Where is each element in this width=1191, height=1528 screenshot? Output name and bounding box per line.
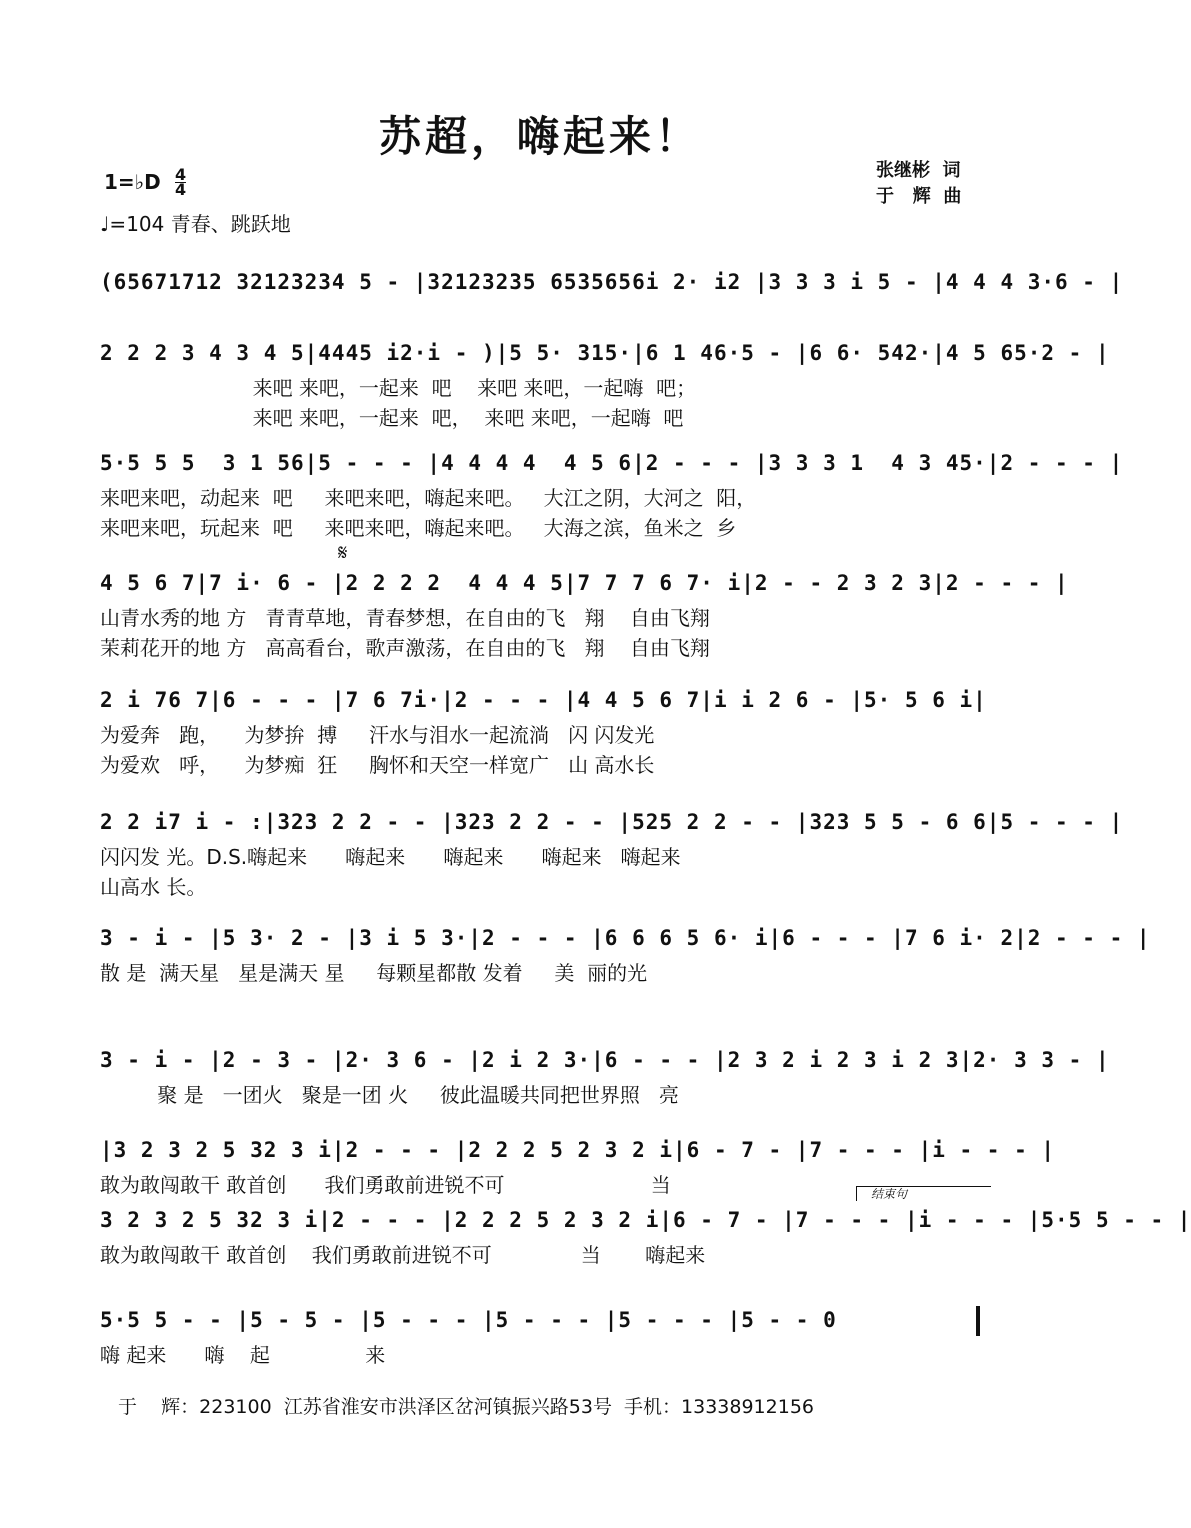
score-row — [100, 443, 1124, 543]
notation-line: |3 2 3 2 5 32 3 i|2 - - - |2 2 2 5 2 3 2 i|6 - 7 - |7 - - - |i - - - | — [100, 1138, 1056, 1162]
notation-line: 5·5 5 5 3 1 56|5 - - - |4 4 4 4 4 5 6|2 - - - |3 3 3 1 4 3 45·|2 - - - | — [100, 451, 1124, 475]
notation-line: 2 i 76 7|6 - - - |7 6 7i·|2 - - - |4 4 5 6 7|i i 2 6 - |5· 5 6 i| — [100, 688, 987, 712]
notation-line: 3 2 3 2 5 32 3 i|2 - - - |2 2 2 5 2 3 2 i|6 - 7 - |7 - - - |i - - - |5·5 5 - - | — [100, 1208, 1191, 1232]
lyric-line: 来吧 来吧，一起来 吧， 来吧 来吧，一起嗨 吧 — [100, 406, 684, 430]
song-title: 苏超，嗨起来！ — [378, 112, 701, 161]
score-row — [100, 1130, 1056, 1200]
time-signature-top: 4 — [175, 165, 187, 184]
credits — [876, 158, 961, 210]
score-row — [100, 680, 987, 780]
time-signature — [175, 165, 187, 199]
score-row — [100, 333, 1110, 433]
score-row — [100, 1300, 980, 1370]
lyric-line: 来吧 来吧，一起来 吧 来吧 来吧，一起嗨 吧； — [100, 376, 697, 400]
notation-line: 5·5 5 - - |5 - 5 - |5 - - - |5 - - - |5 - - - |5 - - 0 — [100, 1308, 837, 1332]
score-row — [100, 1187, 1191, 1270]
score-row — [100, 262, 1124, 302]
lyric-line: 散 是 满天星 星是满天 星 每颗星都散 发着 美 丽的光 — [100, 961, 648, 985]
lyric-line: 来吧来吧，动起来 吧 来吧来吧，嗨起来吧。 大江之阴，大河之 阳， — [100, 486, 757, 510]
time-signature-bottom: 4 — [175, 180, 187, 199]
lyric-line: 茉莉花开的地 方 高高看台，歌声激荡，在自由的飞 翔 自由飞翔 — [100, 636, 710, 660]
lyric-line: 山青水秀的地 方 青青草地，青春梦想，在自由的飞 翔 自由飞翔 — [100, 606, 710, 630]
lyric-line: 敢为敢闯敢干 敢首创 我们勇敢前进锐不可 当 — [100, 1173, 671, 1197]
score-row — [100, 1040, 1110, 1110]
key-signature: 1=♭D — [104, 170, 161, 194]
composer-contact: 于 辉：223100 江苏省淮安市洪泽区岔河镇振兴路53号 手机：13338912156 — [118, 1396, 814, 1418]
lyric-line: 来吧来吧，玩起来 吧 来吧来吧，嗨起来吧。 大海之滨，鱼米之 乡 — [100, 516, 737, 540]
notation-line: 3 - i - |5 3· 2 - |3 i 5 3·|2 - - - |6 6 6 5 6· i|6 - - - |7 6 i· 2|2 - - - | — [100, 926, 1151, 950]
notation-line: 4 5 6 7|7 i· 6 - |2 2 2 2 4 4 4 5|7 7 7 6 7· i|2 - - 2 3 2 3|2 - - - | — [100, 571, 1069, 595]
lyricist: 张继彬 词 — [876, 160, 961, 181]
lyric-line: 为爱奔 跑， 为梦拚 搏 汗水与泪水一起流淌 闪 闪发光 — [100, 723, 655, 747]
lyric-line: 山高水 长。 — [100, 875, 207, 899]
notation-line: 3 - i - |2 - 3 - |2· 3 6 - |2 i 2 3·|6 - - - |2 3 2 i 2 3 i 2 3|2· 3 3 - | — [100, 1048, 1110, 1072]
score-row — [100, 541, 1069, 663]
score-row — [100, 802, 1124, 902]
segno-sign: 𝄋 — [338, 541, 348, 566]
ending-marker: 结束句 — [856, 1186, 991, 1201]
notation-line: 2 2 2 3 4 3 4 5|4445 i2·i - )|5 5· 315·|6 1 46·5 - |6 6· 542·|4 5 65·2 - | — [100, 341, 1110, 365]
lyric-line: 聚 是 一团火 聚是一团 火 彼此温暖共同把世界照 亮 — [100, 1083, 679, 1107]
notation-line: 2 2 i7 i - :|323 2 2 - - |323 2 2 - - |525 2 2 - - |323 5 5 - 6 6|5 - - - | — [100, 810, 1124, 834]
lyric-line: 嗨 起来 嗨 起 来 — [100, 1343, 386, 1367]
tempo-marking: ♩=104 青春、跳跃地 — [100, 212, 291, 236]
final-barline — [976, 1306, 980, 1336]
notation-line: (65671712 32123234 5 - |32123235 6535656i 2· i2 |3 3 3 i 5 - |4 4 4 3·6 - | — [100, 270, 1124, 294]
lyric-line: 闪闪发 光。D.S.嗨起来 嗨起来 嗨起来 嗨起来 嗨起来 — [100, 845, 681, 869]
composer: 于 辉 曲 — [876, 186, 962, 207]
lyric-line: 敢为敢闯敢干 敢首创 我们勇敢前进锐不可 当 嗨起来 — [100, 1243, 706, 1267]
score-row — [100, 918, 1151, 988]
lyric-line: 为爱欢 呼， 为梦痴 狂 胸怀和天空一样宽广 山 高水长 — [100, 753, 655, 777]
